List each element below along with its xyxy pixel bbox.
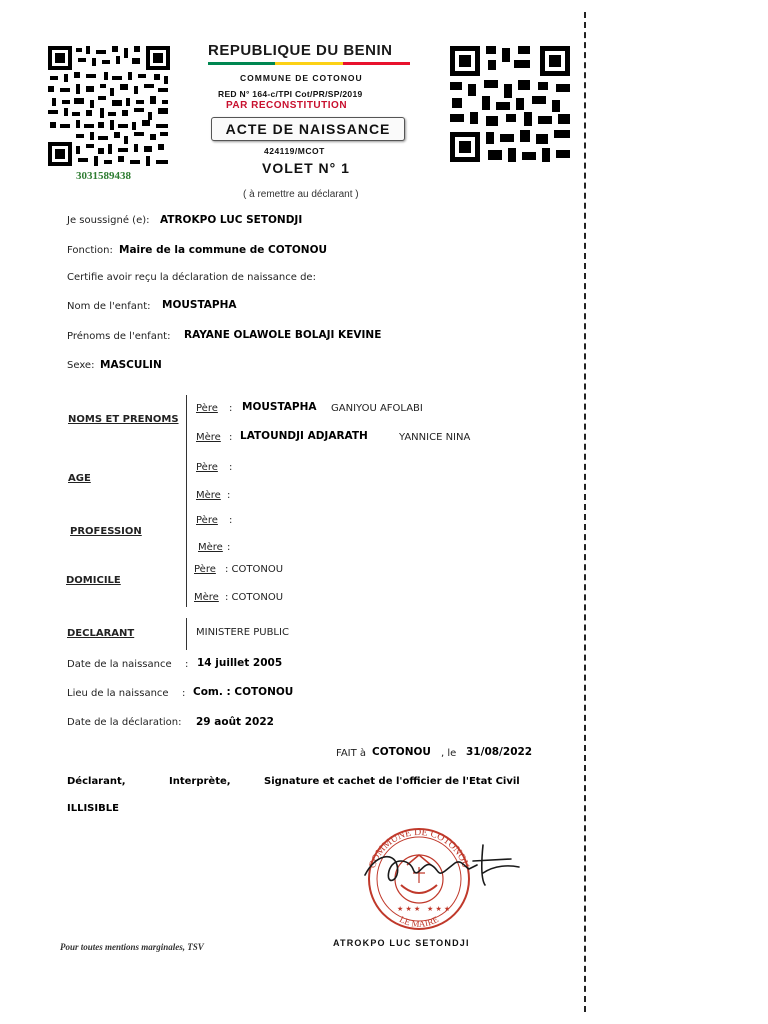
domicile-pere-value: : COTONOU	[225, 564, 284, 575]
pere-prenoms: GANIYOU AFOLABI	[331, 403, 423, 414]
profession-pere-label: Père	[196, 515, 218, 526]
mere-colon: :	[229, 432, 233, 443]
prenoms-enfant-value: RAYANE OLAWOLE BOLAJI KEVINE	[184, 329, 382, 341]
prenoms-enfant-label: Prénoms de l'enfant:	[67, 331, 171, 342]
stamp-top-text: COMMUNE DE COTONOU	[367, 826, 471, 870]
domicile-mere-value: : COTONOU	[225, 592, 284, 603]
domicile-label: DOMICILE	[66, 575, 121, 586]
age-mere-colon: :	[227, 490, 231, 501]
qr-code-left	[46, 44, 172, 168]
noms-prenoms-label: NOMS ET PRENOMS	[68, 414, 179, 425]
fait-label: FAIT à	[336, 748, 367, 759]
pere-colon: :	[229, 403, 233, 414]
nom-enfant-value: MOUSTAPHA	[162, 299, 237, 311]
sexe-label: Sexe:	[67, 360, 95, 371]
reconstitution-label: PAR RECONSTITUTION	[226, 100, 348, 111]
declarant-value: MINISTERE PUBLIC	[196, 627, 289, 638]
fait-le-label: , le	[441, 748, 457, 759]
certifie-text: Certifie avoir reçu la déclaration de naissance de:	[67, 272, 316, 283]
reference-label: RED N° 164-c/TPI Cot/PR/SP/2019	[218, 89, 363, 99]
lieu-naissance-colon: :	[182, 688, 186, 699]
qr-code-right	[448, 44, 572, 164]
fonction-value: Maire de la commune de COTONOU	[119, 244, 328, 256]
age-pere-colon: :	[229, 462, 233, 473]
mere-nom: LATOUNDJI ADJARATH	[240, 430, 368, 442]
flag-red	[343, 62, 410, 65]
flag-green	[208, 62, 275, 65]
cut-line	[584, 12, 586, 1012]
pere-label: Père	[196, 403, 218, 414]
profession-label: PROFESSION	[70, 526, 142, 537]
flag-stripe	[208, 62, 410, 65]
officer-name: ATROKPO LUC SETONDJI	[333, 938, 470, 948]
commune-label: COMMUNE DE COTONOU	[240, 73, 363, 83]
officier-sign-label: Signature et cachet de l'officier de l'Etat Civil	[264, 776, 520, 787]
date-naissance-colon: :	[185, 659, 189, 670]
declarant-divider	[186, 618, 187, 650]
mere-label: Mère	[196, 432, 221, 443]
country-title: REPUBLIQUE DU BENIN	[208, 42, 393, 59]
date-naissance-value: 14 juillet 2005	[197, 657, 283, 669]
parents-divider	[186, 395, 187, 607]
mentions-note: Pour toutes mentions marginales, TSV	[60, 942, 204, 952]
illisible-label: ILLISIBLE	[67, 803, 119, 814]
stamp-stars-right: ★ ★ ★	[427, 905, 451, 913]
date-declaration-value: 29 août 2022	[196, 716, 274, 728]
domicile-mere-label: Mère	[194, 592, 219, 603]
interprete-sign-label: Interprète,	[169, 776, 231, 787]
stamp-bottom-text: LE MAIRE	[397, 914, 441, 930]
stamp-stars: ★ ★ ★	[397, 905, 421, 913]
declarant-label: DECLARANT	[67, 628, 135, 639]
qr-number: 3031589438	[76, 170, 131, 182]
profession-mere-colon: :	[227, 542, 231, 553]
volet-label: VOLET N° 1	[262, 160, 350, 176]
age-pere-label: Père	[196, 462, 218, 473]
flag-yellow	[275, 62, 342, 65]
profession-mere-label: Mère	[198, 542, 223, 553]
age-mere-label: Mère	[196, 490, 221, 501]
domicile-pere-label: Père	[194, 564, 216, 575]
fait-date: 31/08/2022	[466, 746, 533, 758]
age-label: AGE	[68, 473, 91, 484]
date-declaration-label: Date de la déclaration:	[67, 717, 182, 728]
profession-pere-colon: :	[229, 515, 233, 526]
registry-number: 424119/MCOT	[264, 146, 325, 156]
sexe-value: MASCULIN	[100, 359, 162, 371]
official-stamp	[305, 825, 530, 933]
document-title: ACTE DE NAISSANCE	[211, 117, 405, 141]
soussigne-value: ATROKPO LUC SETONDJI	[160, 214, 303, 226]
pere-nom: MOUSTAPHA	[242, 401, 317, 413]
mere-prenoms: YANNICE NINA	[399, 432, 471, 443]
date-naissance-label: Date de la naissance	[67, 659, 172, 670]
nom-enfant-label: Nom de l'enfant:	[67, 301, 151, 312]
volet-note: ( à remettre au déclarant )	[243, 189, 359, 200]
soussigne-label: Je soussigné (e):	[67, 215, 150, 226]
fait-lieu: COTONOU	[372, 746, 431, 758]
fonction-label: Fonction:	[67, 245, 113, 256]
lieu-naissance-label: Lieu de la naissance	[67, 688, 169, 699]
lieu-naissance-value: Com. : COTONOU	[193, 686, 294, 698]
declarant-sign-label: Déclarant,	[67, 776, 126, 787]
